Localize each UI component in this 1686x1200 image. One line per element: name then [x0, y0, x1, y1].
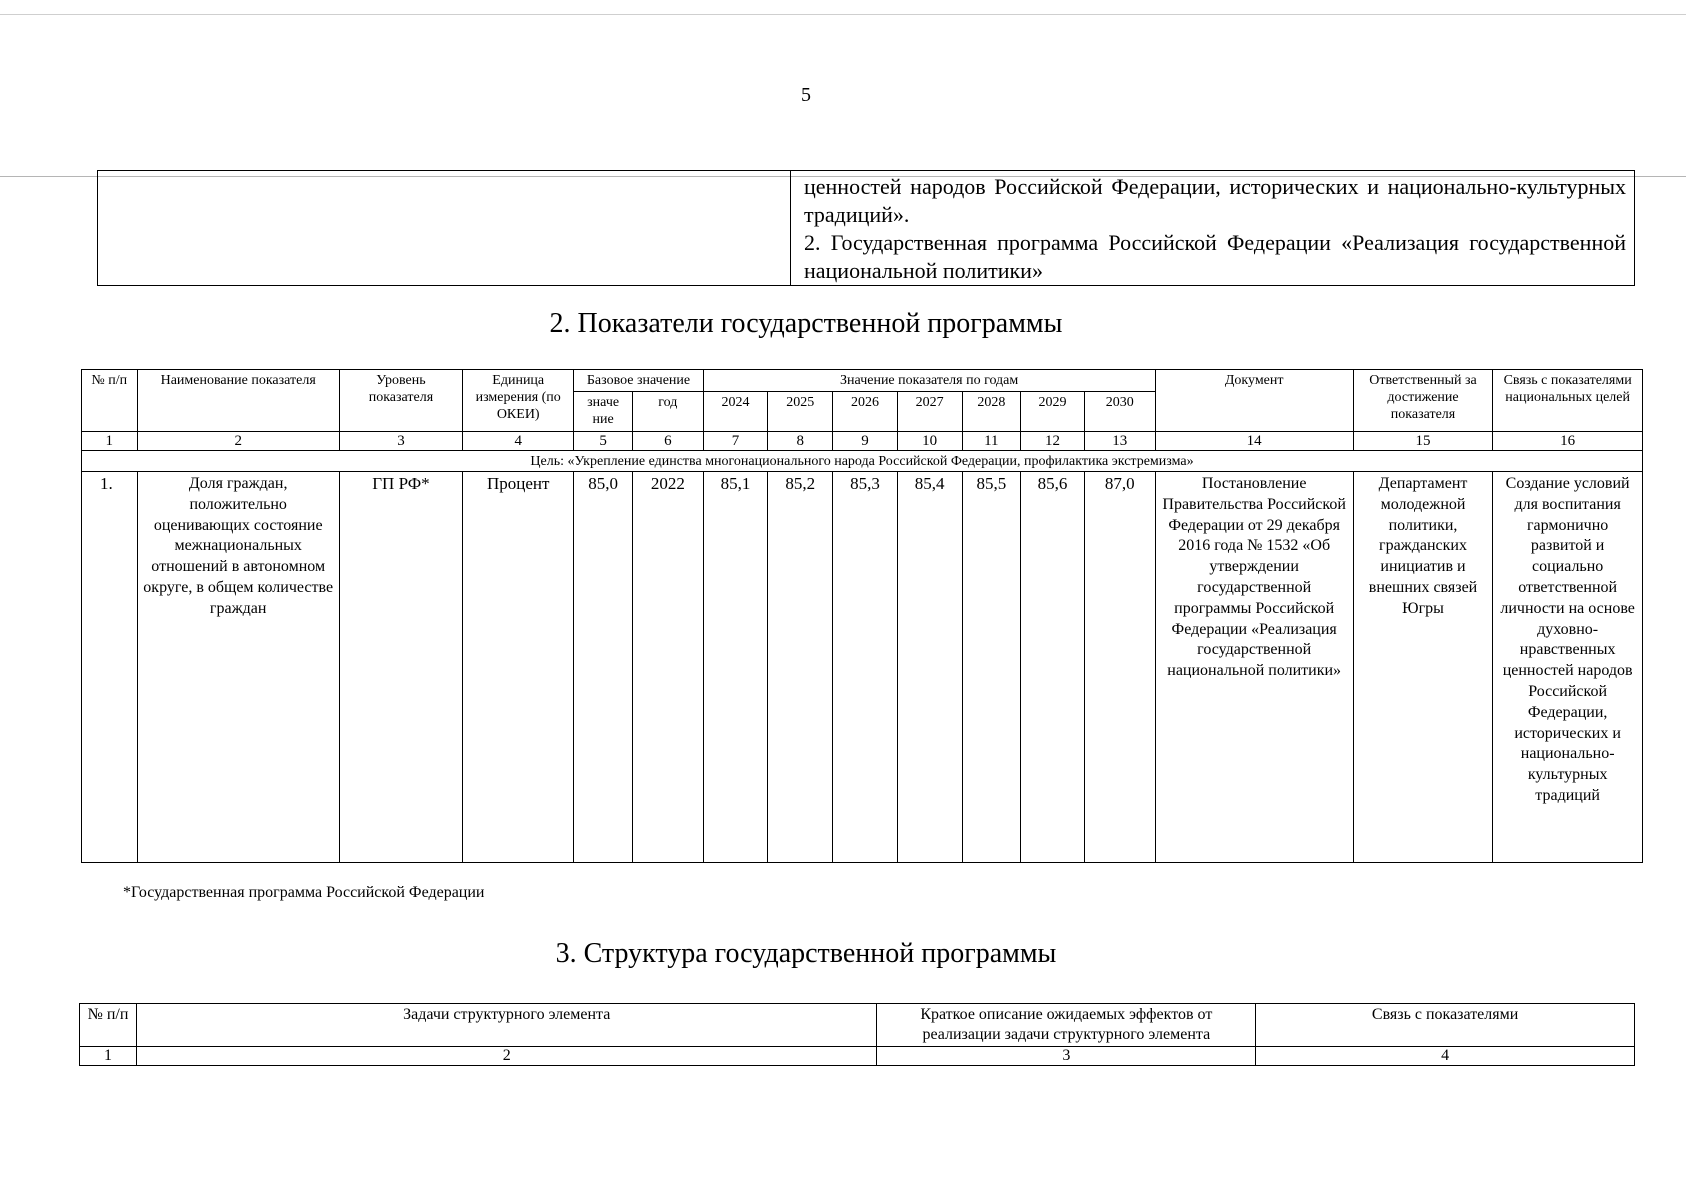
row-name: Доля граждан, положительно оценивающих состояние межнациональных отношений в автономном округе, в общем количестве граждан: [137, 472, 339, 863]
structure-column-number-row: [80, 1047, 1635, 1066]
row-num: 1.: [82, 472, 138, 863]
column-number: 4: [463, 432, 574, 451]
col-header-year-2027: 2027: [897, 392, 962, 432]
col-header-year-2026: 2026: [833, 392, 898, 432]
structure-col-header-effects: Краткое описание ожидаемых эффектов от реализации задачи структурного элемента: [877, 1004, 1256, 1047]
structure-header-row: [80, 1004, 1635, 1047]
continuation-right-cell: [791, 171, 1635, 286]
structure-col-header-tasks: Задачи структурного элемента: [136, 1004, 876, 1047]
column-number: 13: [1084, 432, 1155, 451]
column-number: 6: [632, 432, 703, 451]
row-value-2026: 85,3: [833, 472, 898, 863]
col-header-link: Связь с показателями национальных целей: [1493, 370, 1643, 432]
row-base-value: 85,0: [574, 472, 633, 863]
col-header-document: Документ: [1155, 370, 1353, 432]
row-value-2025: 85,2: [768, 472, 833, 863]
structure-col-header-num: № п/п: [80, 1004, 137, 1047]
col-header-responsible: Ответственный за достижение показателя: [1353, 370, 1493, 432]
column-number: 5: [574, 432, 633, 451]
column-number: 16: [1493, 432, 1643, 451]
section2-title: 2. Показатели государственной программы: [549, 308, 1063, 339]
column-number-row: [82, 432, 1643, 451]
footnote: *Государственная программа Российской Федерации: [123, 884, 485, 901]
header-row-1: [82, 370, 1643, 392]
column-number: 3: [339, 432, 462, 451]
col-header-year-2029: 2029: [1021, 392, 1085, 432]
continuation-line-2: 2. Государственная программа Российской Федерации «Реализация государственной национальной политики»: [804, 230, 1626, 283]
structure-table: [79, 1003, 1635, 1066]
table-row: [82, 472, 1643, 863]
col-header-year-2028: 2028: [962, 392, 1021, 432]
col-header-base-year: год: [632, 392, 703, 432]
goal-cell: Цель: «Укрепление единства многонационального народа Российской Федерации, профилактика экстремизма»: [82, 451, 1643, 472]
col-header-year-2030: 2030: [1084, 392, 1155, 432]
row-document: Постановление Правительства Российской Федерации от 29 декабря 2016 года № 1532 «Об утверждении государственной программы Российской Федерации «Реализация государственной национальной политики»: [1155, 472, 1353, 863]
section3-title: 3. Структура государственной программы: [555, 938, 1057, 969]
col-header-base: Базовое значение: [574, 370, 703, 392]
col-header-unit: Единица измерения (по ОКЕИ): [463, 370, 574, 432]
row-level: ГП РФ*: [339, 472, 462, 863]
row-value-2024: 85,1: [703, 472, 768, 863]
col-header-year-2025: 2025: [768, 392, 833, 432]
row-link: Создание условий для воспитания гармонично развитой и социально ответственной личности на основе духовно-нравственных ценностей народов Российской Федерации, исторических и национально-культурных традиций: [1493, 472, 1643, 863]
row-value-2027: 85,4: [897, 472, 962, 863]
col-header-level: Уровень показателя: [339, 370, 462, 432]
column-number: 4: [1256, 1047, 1635, 1066]
structure-col-header-link: Связь с показателями: [1256, 1004, 1635, 1047]
col-header-name: Наименование показателя: [137, 370, 339, 432]
column-number: 2: [136, 1047, 876, 1066]
col-header-num: № п/п: [82, 370, 138, 432]
col-header-base-value: значе ние: [574, 392, 633, 432]
row-value-2030: 87,0: [1084, 472, 1155, 863]
column-number: 3: [877, 1047, 1256, 1066]
row-unit: Процент: [463, 472, 574, 863]
continuation-table: [97, 170, 1635, 286]
column-number: 8: [768, 432, 833, 451]
column-number: 9: [833, 432, 898, 451]
row-value-2029: 85,6: [1021, 472, 1085, 863]
column-number: 1: [82, 432, 138, 451]
column-number: 12: [1021, 432, 1085, 451]
column-number: 15: [1353, 432, 1493, 451]
continuation-line-1: ценностей народов Российской Федерации, исторических и национально-культурных традиций».: [804, 174, 1626, 227]
column-number: 1: [80, 1047, 137, 1066]
row-base-year: 2022: [632, 472, 703, 863]
scan-edge-line: [0, 14, 1686, 15]
row-value-2028: 85,5: [962, 472, 1021, 863]
page-number: 5: [801, 84, 811, 106]
column-number: 14: [1155, 432, 1353, 451]
column-number: 10: [897, 432, 962, 451]
col-header-by-years: Значение показателя по годам: [703, 370, 1155, 392]
continuation-left-cell: [98, 171, 791, 286]
col-header-year-2024: 2024: [703, 392, 768, 432]
column-number: 7: [703, 432, 768, 451]
column-number: 11: [962, 432, 1021, 451]
row-responsible: Департамент молодежной политики, гражданских инициатив и внешних связей Югры: [1353, 472, 1493, 863]
column-number: 2: [137, 432, 339, 451]
goal-row: [82, 451, 1643, 472]
indicators-table: [81, 369, 1643, 863]
